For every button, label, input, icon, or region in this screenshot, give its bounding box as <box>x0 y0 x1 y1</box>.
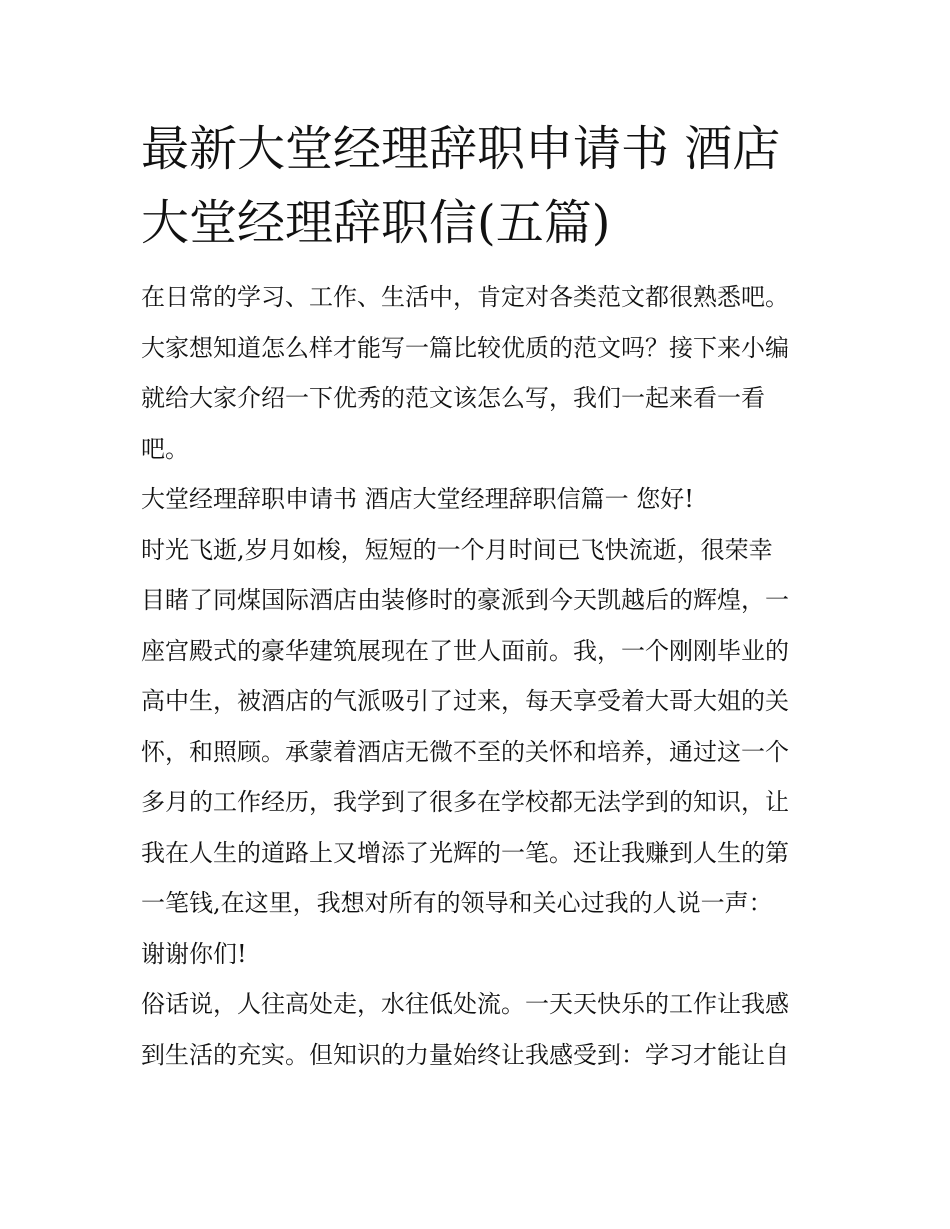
text-line: 我在人生的道路上又增添了光辉的一笔。还让我赚到人生的第 <box>141 838 789 867</box>
title-line: 最新大堂经理辞职申请书 酒店 <box>141 121 781 177</box>
text-line: 一笔钱,在这里，我想对所有的领导和关心过我的人说一声： <box>141 889 773 917</box>
document-body <box>141 272 821 1080</box>
text-line: 在日常的学习、工作、生活中，肯定对各类范文都很熟悉吧。 <box>141 283 789 311</box>
text-line: 高中生，被酒店的气派吸引了过来，每天享受着大哥大姐的关 <box>141 687 789 715</box>
document-page <box>141 112 821 1080</box>
text-line: 吧。 <box>141 434 189 463</box>
text-line: 俗话说，人往高处走，水往低处流。一天天快乐的工作让我感 <box>141 990 789 1018</box>
paragraph-body <box>141 525 821 980</box>
text-line: 怀，和照顾。承蒙着酒店无微不至的关怀和培养，通过这一个 <box>141 737 789 766</box>
text-line: 到生活的充实。但知识的力量始终让我感受到：学习才能让自 <box>141 1040 789 1069</box>
paragraph-section-heading <box>141 474 821 525</box>
text-line: 谢谢你们! <box>141 939 247 968</box>
title-line: 大堂经理辞职信(五篇) <box>141 195 611 251</box>
paragraph-body <box>141 979 821 1080</box>
text-line: 时光飞逝,岁月如梭，短短的一个月时间已飞快流逝，很荣幸 <box>141 535 773 564</box>
text-line: 就给大家介绍一下优秀的范文该怎么写，我们一起来看一看 <box>141 384 765 412</box>
document-title <box>141 112 821 260</box>
text-line: 大家想知道怎么样才能写一篇比较优质的范文吗？接下来小编 <box>141 333 789 362</box>
paragraph-intro <box>141 272 821 474</box>
text-line: 多月的工作经历，我学到了很多在学校都无法学到的知识，让 <box>141 788 789 816</box>
text-line: 大堂经理辞职申请书 酒店大堂经理辞职信篇一 您好! <box>141 485 694 513</box>
text-line: 目睹了同煤国际酒店由装修时的豪派到今天凯越后的辉煌，一 <box>141 586 789 614</box>
text-line: 座宫殿式的豪华建筑展现在了世人面前。我，一个刚刚毕业的 <box>141 636 789 665</box>
